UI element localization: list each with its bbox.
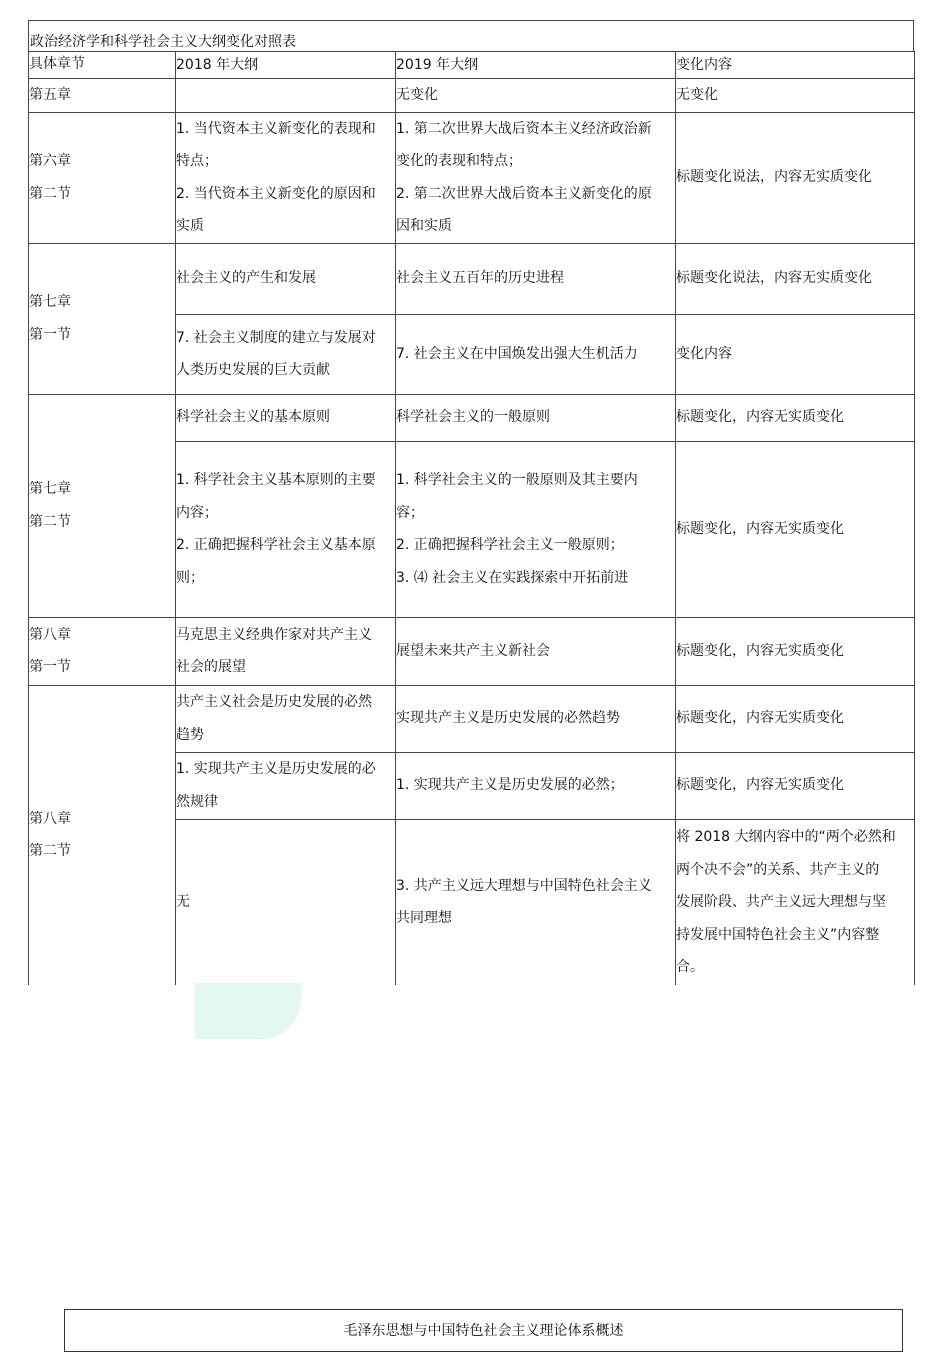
outline-2019-cell: 1. 实现共产主义是历史发展的必然； (396, 752, 676, 819)
section-label: 第一节 (29, 659, 71, 675)
chapter-cell (29, 617, 176, 685)
decorative-swatch (195, 983, 301, 1039)
text-line: 两个决不会”的关系、共产主义的 (676, 861, 880, 878)
text-line: 1. 第二次世界大战后资本主义经济政治新 (396, 120, 652, 137)
decorative-shape (195, 983, 303, 1041)
change-cell: 标题变化，内容无实质变化 (676, 752, 915, 819)
chapter-label: 第七章 (29, 294, 71, 310)
text-line: 趋势 (176, 726, 204, 743)
text-line: 人类历史发展的巨大贡献 (176, 362, 330, 378)
outline-2018-cell (176, 685, 396, 752)
outline-2019-cell: 实现共产主义是历史发展的必然趋势 (396, 685, 676, 752)
text-line: 变化的表现和特点； (396, 153, 522, 169)
outline-2019-cell: 7. 社会主义在中国焕发出强大生机活力 (396, 314, 676, 394)
text-line: 发展阶段、共产主义远大理想与坚 (676, 894, 886, 910)
outline-2018-cell: 科学社会主义的基本原则 (176, 394, 396, 441)
outline-2018-cell (176, 79, 396, 113)
table-row (29, 394, 915, 441)
section-label: 第二节 (29, 513, 71, 530)
table-title: 政治经济学和科学社会主义大纲变化对照表 (30, 34, 296, 50)
footer-title-box (64, 1309, 903, 1352)
chapter-label: 第八章 (29, 626, 71, 643)
text-line: 特点； (176, 153, 218, 169)
text-line: 2. 正确把握科学社会主义一般原则； (396, 537, 624, 553)
table-row (29, 685, 915, 752)
change-cell: 变化内容 (676, 314, 915, 394)
chapter-cell (29, 112, 176, 243)
outline-2018-cell (176, 617, 396, 685)
outline-2019-cell: 无变化 (396, 79, 676, 113)
text-line: 实质 (176, 218, 204, 234)
change-cell: 标题变化说法，内容无实质变化 (676, 243, 915, 314)
text-line: 2. 第二次世界大战后资本主义新变化的原 (396, 185, 652, 202)
table-row (29, 617, 915, 685)
header-change: 变化内容 (676, 52, 915, 79)
section-label: 第二节 (29, 185, 71, 202)
table-row (29, 243, 915, 314)
text-line: 3. 共产主义远大理想与中国特色社会主义 (396, 877, 652, 894)
text-line: 1. 科学社会主义的一般原则及其主要内 (396, 472, 638, 488)
text-line: 共产主义社会是历史发展的必然 (176, 694, 372, 710)
text-line: 持发展中国特色社会主义”内容整 (676, 926, 880, 943)
header-chapter: 具体章节 (29, 52, 176, 79)
text-line: 1. 当代资本主义新变化的表现和 (176, 120, 376, 137)
text-line: 则； (176, 569, 204, 586)
text-line: 内容； (176, 504, 218, 521)
section-label: 第一节 (29, 326, 71, 343)
table-row (29, 112, 915, 243)
outline-2018-cell (176, 314, 396, 394)
comparison-table (28, 51, 915, 985)
outline-2019-cell: 社会主义五百年的历史进程 (396, 243, 676, 314)
header-row (29, 52, 915, 79)
text-line: 1. 实现共产主义是历史发展的必 (176, 761, 376, 777)
change-cell: 标题变化说法，内容无实质变化 (676, 112, 915, 243)
change-cell: 标题变化，内容无实质变化 (676, 394, 915, 441)
text-line: 2. 正确把握科学社会主义基本原 (176, 537, 376, 553)
text-line: 1. 科学社会主义基本原则的主要 (176, 472, 376, 488)
chapter-cell (29, 243, 176, 394)
outline-2018-cell (176, 752, 396, 819)
section-label: 第二节 (29, 843, 71, 860)
chapter-label: 第八章 (29, 810, 71, 827)
footer-title: 毛泽东思想与中国特色社会主义理论体系概述 (343, 1323, 624, 1339)
outline-2018-cell: 无 (176, 819, 396, 985)
text-line: 社会的展望 (176, 659, 246, 675)
text-line: 马克思主义经典作家对共产主义 (176, 626, 372, 643)
header-2018: 2018 年大纲 (176, 52, 396, 79)
outline-2019-cell (396, 112, 676, 243)
text-line: 共同理想 (396, 910, 452, 927)
chapter-label: 第七章 (29, 481, 71, 497)
chapter-cell: 第五章 (29, 79, 176, 113)
change-cell: 无变化 (676, 79, 915, 113)
change-cell: 标题变化，内容无实质变化 (676, 441, 915, 617)
outline-2019-cell (396, 819, 676, 985)
outline-2018-cell (176, 112, 396, 243)
text-line: 将 2018 大纲内容中的“两个必然和 (676, 829, 896, 845)
table-title-box (28, 20, 914, 51)
text-line: 2. 当代资本主义新变化的原因和 (176, 185, 376, 202)
chapter-cell (29, 394, 176, 617)
text-line: 然规律 (176, 793, 218, 810)
text-line: 因和实质 (396, 218, 452, 234)
outline-2019-cell (396, 441, 676, 617)
text-line: 容； (396, 504, 424, 521)
change-cell: 标题变化，内容无实质变化 (676, 617, 915, 685)
header-2019: 2019 年大纲 (396, 52, 676, 79)
table-row (29, 79, 915, 113)
text-line: 3. ⑷ 社会主义在实践探索中开拓前进 (396, 569, 629, 586)
text-line: 7. 社会主义制度的建立与发展对 (176, 329, 376, 346)
outline-2018-cell: 社会主义的产生和发展 (176, 243, 396, 314)
outline-2019-cell: 展望未来共产主义新社会 (396, 617, 676, 685)
text-line: 合。 (676, 959, 704, 975)
outline-2019-cell: 科学社会主义的一般原则 (396, 394, 676, 441)
outline-2018-cell (176, 441, 396, 617)
change-cell (676, 819, 915, 985)
chapter-cell (29, 685, 176, 985)
chapter-label: 第六章 (29, 153, 71, 169)
change-cell: 标题变化，内容无实质变化 (676, 685, 915, 752)
